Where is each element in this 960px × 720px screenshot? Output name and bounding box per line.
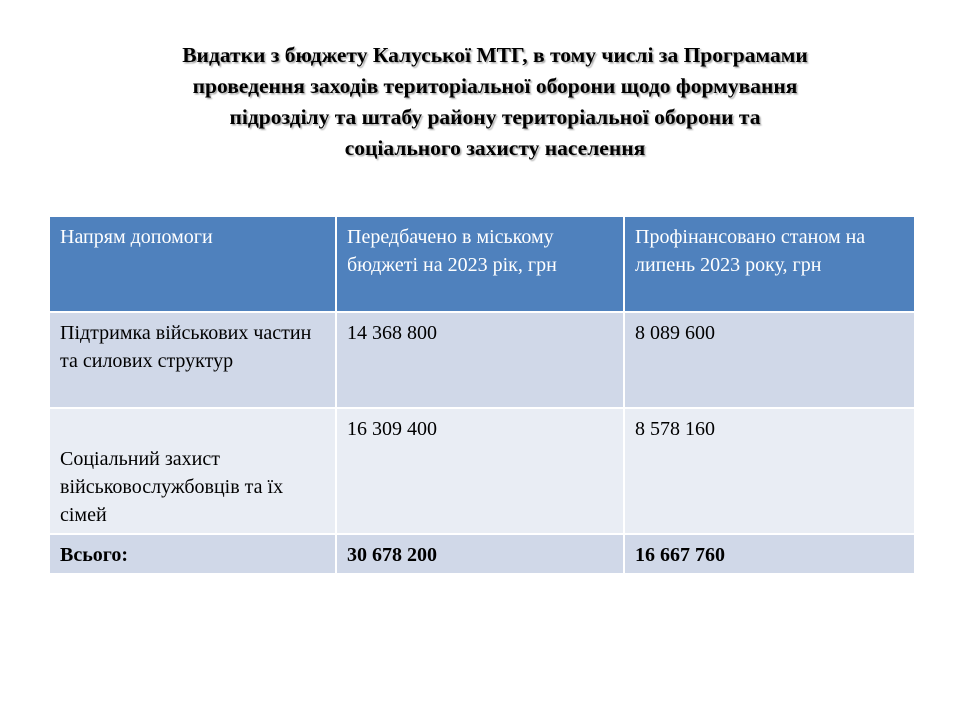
row-1-planned: 14 368 800 <box>336 312 624 408</box>
budget-table <box>48 215 916 575</box>
row-2-planned: 16 309 400 <box>336 408 624 534</box>
total-label: Всього: <box>49 534 336 574</box>
title-line-1: Видатки з бюджету Калуської МТГ, в тому числі за Програмами <box>182 43 808 67</box>
header-direction: Напрям допомоги <box>49 216 336 312</box>
row-1-financed: 8 089 600 <box>624 312 915 408</box>
title-line-4: соціального захисту населення <box>344 136 646 160</box>
table-row <box>49 408 915 534</box>
table-total-row <box>49 534 915 574</box>
slide-title <box>80 40 910 164</box>
table-row <box>49 312 915 408</box>
row-2-financed: 8 578 160 <box>624 408 915 534</box>
header-planned: Передбачено в міському бюджеті на 2023 рік, грн <box>336 216 624 312</box>
total-planned: 30 678 200 <box>336 534 624 574</box>
title-line-2: проведення заходів територіальної оборони щодо формування <box>192 74 798 98</box>
table-header-row <box>49 216 915 312</box>
total-financed: 16 667 760 <box>624 534 915 574</box>
title-line-3: підрозділу та штабу району територіальної оборони та <box>229 105 761 129</box>
row-1-direction: Підтримка військових частин та силових структур <box>49 312 336 408</box>
header-financed: Профінансовано станом на липень 2023 року, грн <box>624 216 915 312</box>
row-2-direction: Соціальний захист військовослужбовців та їх сімей <box>49 408 336 534</box>
